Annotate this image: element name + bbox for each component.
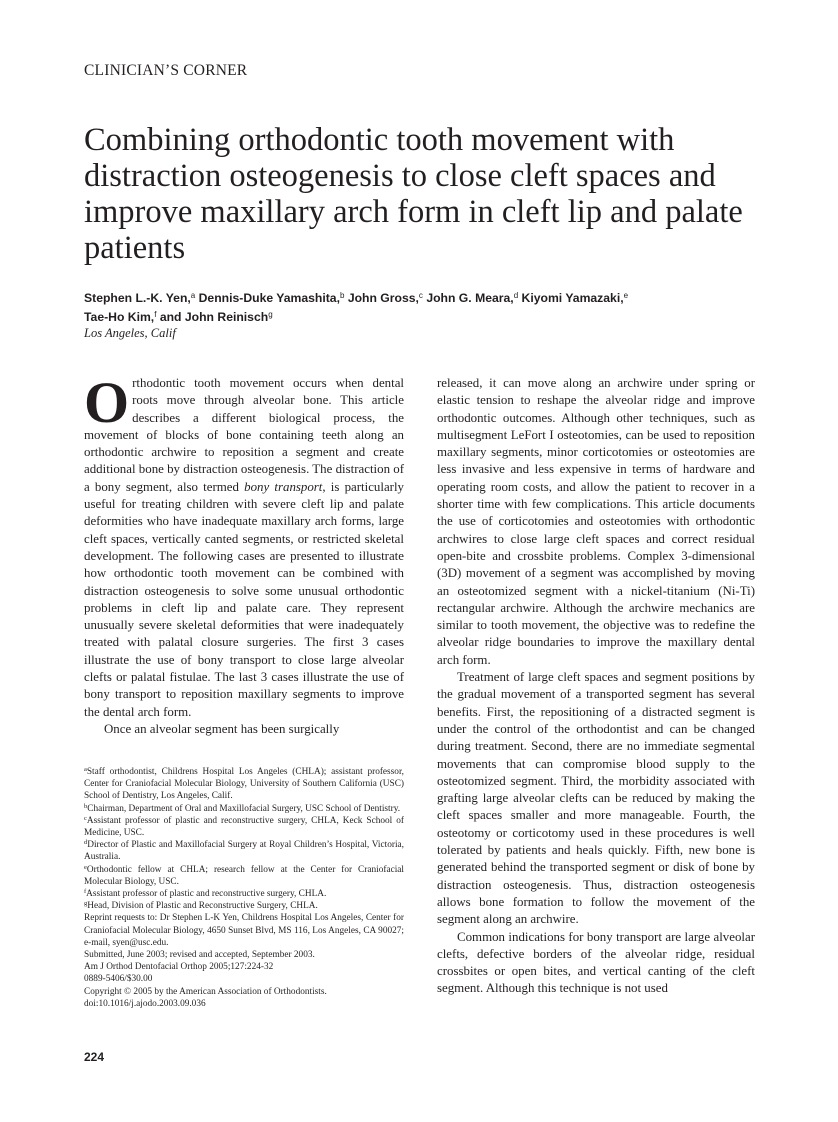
- footnote: $^g$Head, Division of Plastic and Reconstructive Surgery, CHLA.: [84, 900, 318, 912]
- author: Kiyomi Yamazaki,$^e$: [521, 291, 629, 305]
- footnote: $^d$Director of Plastic and Maxillofacial Surgery at Royal Children’s Hospital, Victoria, Australia.: [84, 839, 404, 863]
- doi: doi:10.1016/j.ajodo.2003.09.036: [84, 998, 206, 1009]
- body-paragraph: Treatment of large cleft spaces and segment positions by the gradual movement of a transported segment has several benefits. First, the repositioning of a distracted segment is under the control of the orthodontist and can be changed during treatment. Second, there are no immediate segmental movements that can compromise blood supply to the osteotomized segment. Third, the morbidity associated with grafting large alveolar clefts can be reduced by making the cleft spaces smaller and more manageable. Fourth, the osteotomy or corticotomy used in these procedures is well tolerated by patients and heals quickly. Fifth, new bone is generated behind the transported segment or disk of bone by distraction osteogenesis. Thus, distraction osteogenesis allows bone formation to follow the movement of the segment along an archwire.: [437, 670, 755, 927]
- body-paragraph: Common indications for bony transport are large alveolar clefts, defective borders of the alveolar ridge, residual crossbites or open bites, and vertical canting of the cleft segment. Although this technique is not used: [437, 929, 755, 996]
- author: Tae-Ho Kim,$^f$: [84, 310, 157, 324]
- drop-cap: O: [84, 370, 130, 435]
- author: and John Reinisch$^g$: [159, 310, 273, 324]
- issn: 0889-5406/$30.00: [84, 974, 153, 985]
- footnotes: [84, 766, 404, 1010]
- body-paragraph: released, it can move along an archwire under spring or elastic tension to reshape the alveolar ridge and improve orthodontic outcomes. Although other techniques, such as multisegment LeFort I osteotomies, can be used to reposition maxillary segments, minor corticotomies or osteotomies are less invasive and less expensive in terms of hardware and operating room costs, and allow the patient to recover in a shorter time with few complications. This article documents the use of corticotomies and osteotomies with orthodontic archwires to close large cleft spaces and correct residual open-bite and crossbite problems. Complex 3-dimensional (3D) movement of a segment was accomplished by moving an osteotomized segment with a nickel-titanium (Ni-Ti) rectangular archwire. Although the archwire mechanics are similar to tooth movement, the objective was to redefine the alveolar ridge boundaries to improve the maxillary dental arch form.: [437, 376, 755, 667]
- section-label: CLINICIAN’S CORNER: [84, 62, 248, 79]
- footnote: $^a$Staff orthodontist, Childrens Hospital Los Angeles (CHLA); assistant professor, Center for Craniofacial Molecular Biology, University of Southern California (USC) School of Dentistry, Los Angeles, Calif.: [84, 766, 404, 802]
- journal-citation: Am J Orthod Dentofacial Orthop 2005;127:224-32: [84, 962, 274, 973]
- author-list: [84, 289, 744, 327]
- footnote: $^f$Assistant professor of plastic and reconstructive surgery, CHLA.: [84, 888, 327, 900]
- author: John Gross,$^c$: [347, 291, 423, 305]
- page-number: 224: [84, 1050, 105, 1064]
- body-paragraph: Orthodontic tooth movement occurs when dental roots move through alveolar bone. This article describes a different biological process, the movement of blocks of bone containing teeth along an orthodontic archwire to reposition a segment and create additional bone by distraction osteogenesis. The distraction of a bony segment, also termed bony transport, is particularly useful for treating children with severe cleft lip and palate deformities who have inadequate maxillary arch forms, large cleft spaces, vertically canted segments, or restricted skeletal development. The following cases are presented to illustrate how orthodontic tooth movement can be combined with distraction osteogenesis to solve some unusual orthodontic problems in cleft lip and palate care. They represent unusually severe skeletal deformities that were inadequately treated with palatal closure surgeries. The first 3 cases illustrate the use of bony transport to close large alveolar clefts or palatal fistulae. The last 3 cases illustrate the use of bony transport to reposition maxillary segments to improve the dental arch form.: [84, 370, 404, 719]
- footnote: $^e$Orthodontic fellow at CHLA; research fellow at the Center for Craniofacial Molecular Biology, USC.: [84, 863, 404, 887]
- copyright: Copyright © 2005 by the American Association of Orthodontists.: [84, 986, 327, 997]
- author: John G. Meara,$^d$: [426, 291, 519, 305]
- author: Dennis-Duke Yamashita,$^b$: [198, 291, 345, 305]
- footnote: $^b$Chairman, Department of Oral and Maxillofacial Surgery, USC School of Dentistry.: [84, 802, 401, 814]
- reprint-request: Reprint requests to: Dr Stephen L-K Yen, Childrens Hospital Los Angeles, Center for Craniofacial Molecular Biology, 4650 Sunset Blvd, MS 116, Los Angeles, CA 90027; e-mail, syen@usc.edu.: [84, 913, 404, 948]
- body-column-left: [84, 370, 404, 738]
- submission-dates: Submitted, June 2003; revised and accepted, September 2003.: [84, 950, 315, 961]
- body-column-right: [437, 375, 755, 998]
- body-paragraph: Once an alveolar segment has been surgically: [104, 721, 340, 736]
- footnote: $^c$Assistant professor of plastic and reconstructive surgery, CHLA, Keck School of Medicine, USC.: [84, 814, 404, 839]
- article-title: Combining orthodontic tooth movement with distraction osteogenesis to close cleft spaces and improve maxillary arch form in cleft lip and palate patients: [84, 122, 743, 266]
- author: Stephen L.-K. Yen,$^a$: [84, 291, 196, 305]
- author-location: Los Angeles, Calif: [84, 326, 176, 340]
